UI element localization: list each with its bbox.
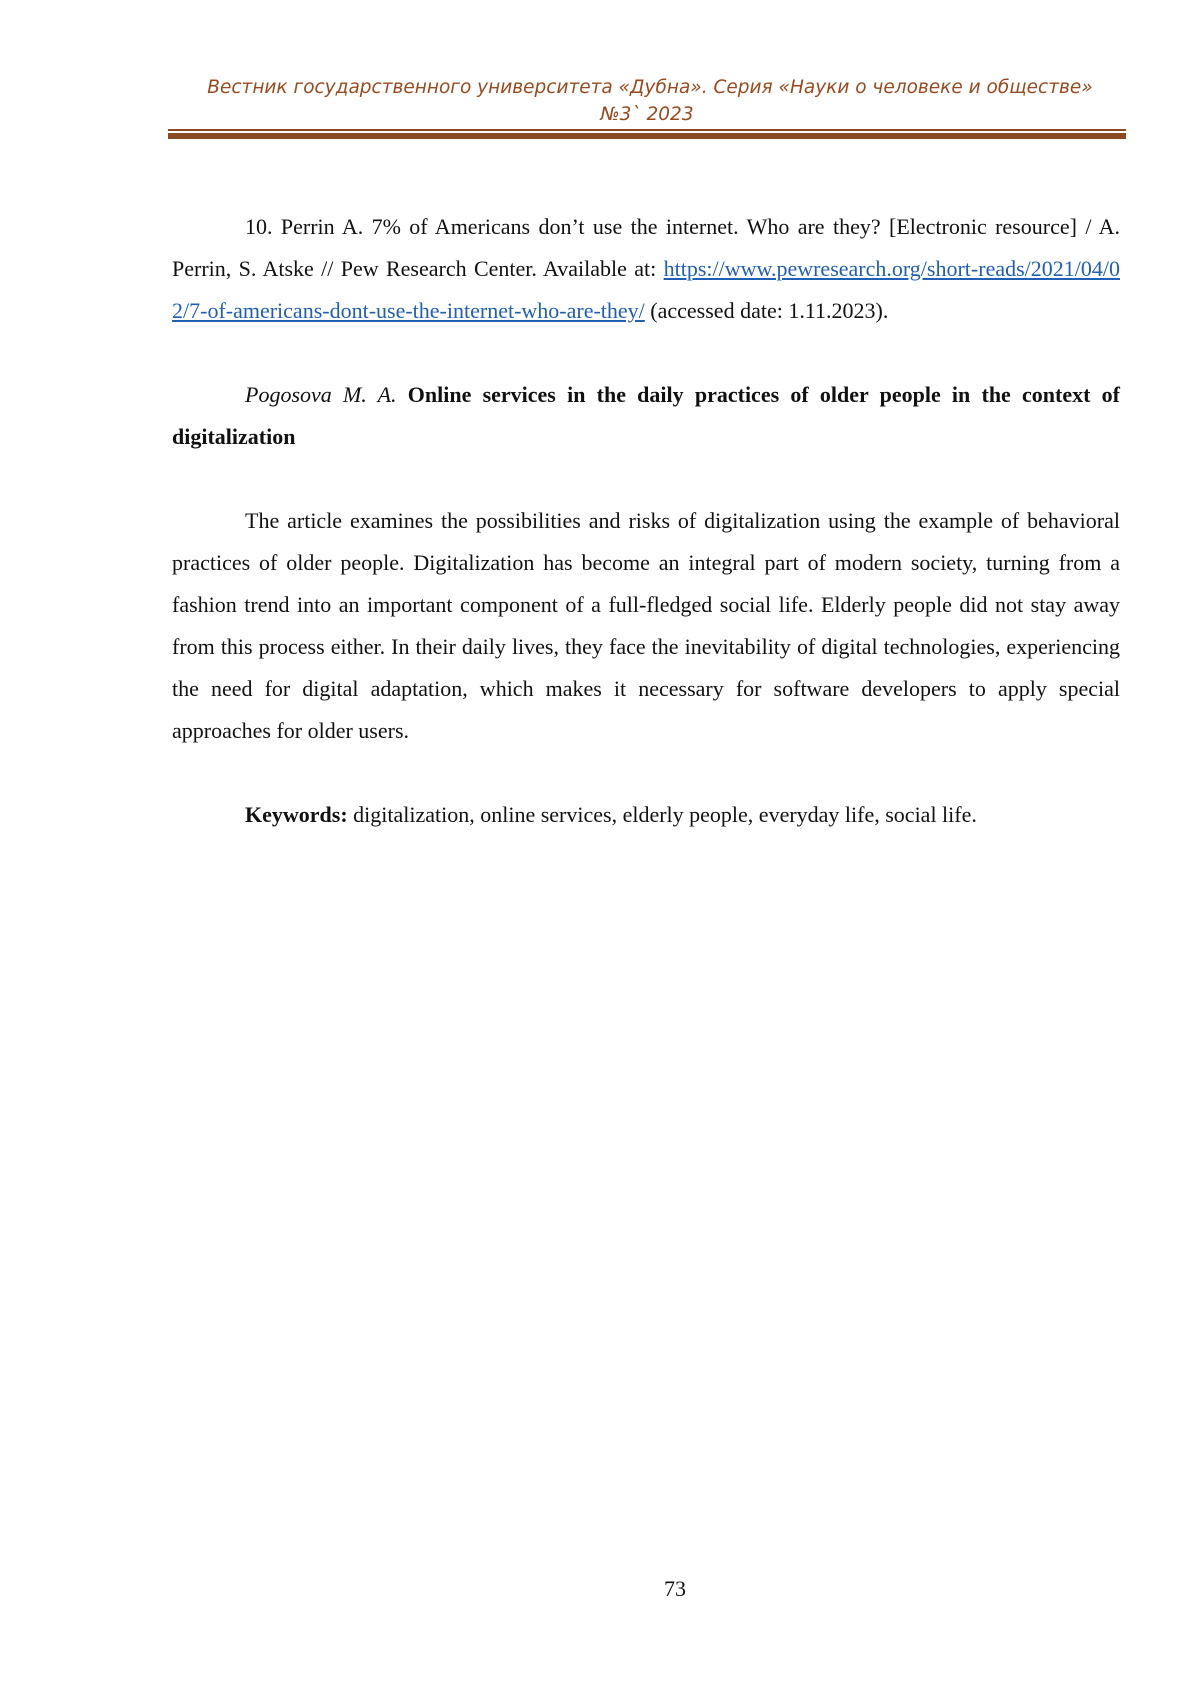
issue-number: №3` 2023	[600, 104, 694, 125]
header-rule-thick	[168, 133, 1126, 139]
reference-link[interactable]: https://www.pewresearch.org/short-reads/2021/04/02/7-of-americans-dont-use-the-internet-who-are-they/	[172, 256, 1120, 323]
reference-entry	[172, 206, 1120, 332]
article-title: Online services in the daily practices of older people in the context of digitalization	[172, 382, 1120, 449]
header-rule-thin	[168, 129, 1126, 131]
article-abstract: The article examines the possibilities and risks of digitalization using the example of behavioral practices of older people. Digitalization has become an integral part of modern society, turning from a fashion trend into an important component of a full-fledged social life. Elderly people did not stay away from this process either. In their daily lives, they face the inevitability of digital technologies, experiencing the need for digital adaptation, which makes it necessary for software developers to apply special approaches for older users.	[172, 508, 1120, 743]
article-author: Pogosova M. A.	[245, 382, 397, 407]
journal-title: Вестник государственного университета «Дубна». Серия «Науки о человеке и обществе»	[207, 77, 1093, 98]
reference-accessed-date: (accessed date: 1.11.2023).	[644, 298, 889, 323]
article-heading	[172, 374, 1120, 458]
reference-text: 10. Perrin A. 7% of Americans don’t use the internet. Who are they? [Electronic resource] / A. Perrin, S. Atske // Pew Research Center. Available at:	[172, 214, 1120, 281]
page-number: 73	[664, 1576, 686, 1601]
page-content	[172, 206, 1120, 836]
keywords-label: Keywords:	[245, 802, 348, 827]
journal-header	[168, 74, 1126, 128]
keywords-paragraph	[172, 794, 1120, 836]
keywords-list: digitalization, online services, elderly people, everyday life, social life.	[353, 802, 977, 827]
